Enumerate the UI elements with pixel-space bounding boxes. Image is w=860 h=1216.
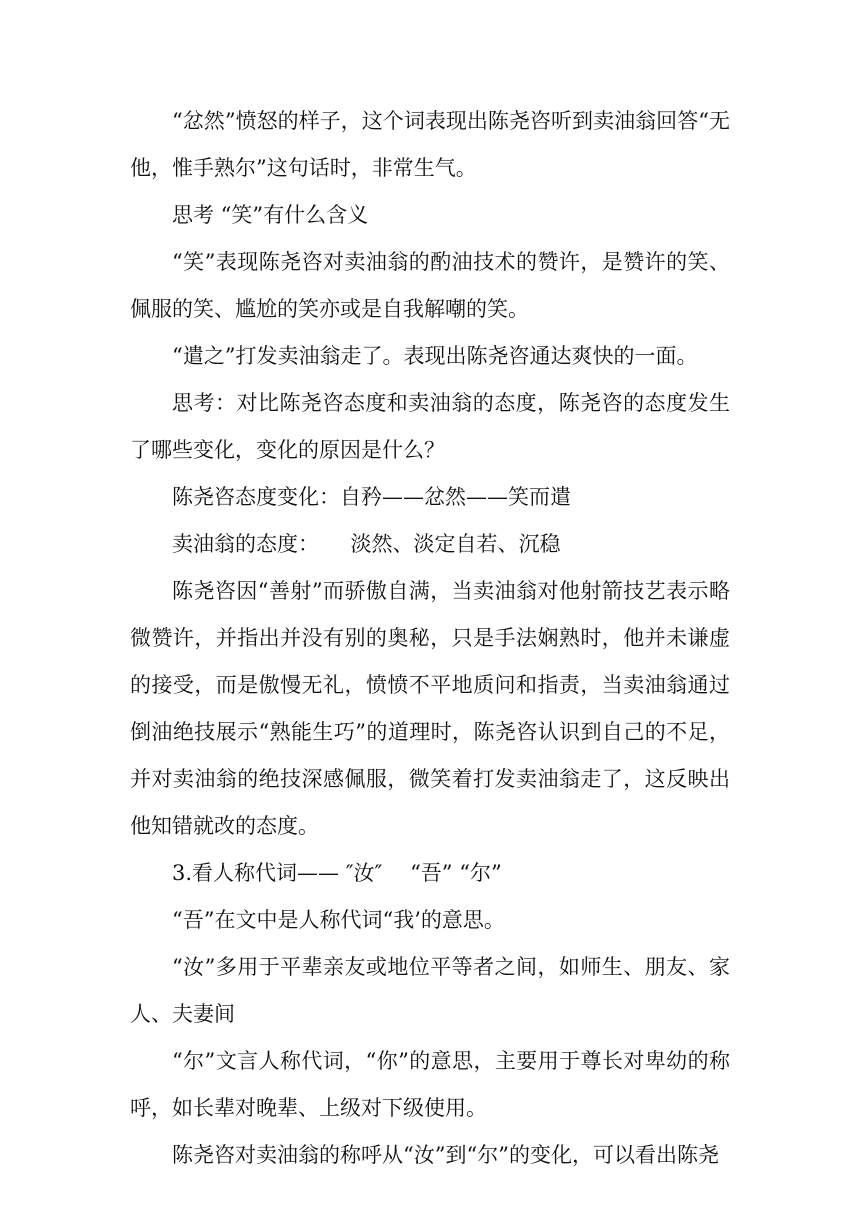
paragraph-question-xiao: 思考 “笑”有什么含义	[172, 203, 369, 227]
paragraph-pronouns-heading: 3.看人称代词—— ″汝″ “吾” “尔”	[172, 861, 502, 885]
paragraph-question-attitude: 思考：对比陈尧咨态度和卖油翁的态度，陈尧咨的态度发生了哪些变化，变化的原因是什么？	[130, 391, 730, 462]
paragraph-oilman-attitude: 卖油翁的态度： 淡然、淡定自若、沉稳	[172, 532, 561, 556]
paragraph-fenran: “忿然”愤怒的样子，这个词表现出陈尧咨听到卖油翁回答“无他，惟手熟尔”这句话时，非常生气。	[130, 109, 730, 180]
paragraph-chen-attitude: 陈尧咨态度变化：自矜——忿然——笑而遣	[172, 485, 571, 509]
paragraph-change: 陈尧咨对卖油翁的称呼从“汝”到“尔”的变化，可以看出陈尧	[172, 1143, 719, 1167]
paragraph-ru: “汝”多用于平辈亲友或地位平等者之间，如师生、朋友、家人、夫妻间	[130, 955, 730, 1026]
paragraph-wu: “吾”在文中是人称代词“我’的意思。	[172, 908, 505, 932]
paragraph-er: “尔”文言人称代词，“你”的意思，主要用于尊长对卑幼的称呼，如长辈对晚辈、上级对下级使用。	[130, 1049, 730, 1120]
paragraph-qianzhi: “遣之”打发卖油翁走了。表现出陈尧咨通达爽快的一面。	[172, 344, 698, 368]
document-body	[130, 98, 730, 1179]
paragraph-analysis: 陈尧咨因“善射”而骄傲自满，当卖油翁对他射箭技艺表示略微赞许，并指出并没有别的奥秘，只是手法娴熟时，他并未谦虚的接受，而是傲慢无礼，愤愤不平地质问和指责，当卖油翁通过倒油绝技展示“熟能生巧”的道理时，陈尧咨认识到自己的不足，并对卖油翁的绝技深感佩服，微笑着打发卖油翁走了，这反映出他知错就改的态度。	[130, 579, 730, 838]
paragraph-xiao-meaning: “笑”表现陈尧咨对卖油翁的酌油技术的赞许，是赞许的笑、佩服的笑、尴尬的笑亦或是自我解嘲的笑。	[130, 250, 730, 321]
